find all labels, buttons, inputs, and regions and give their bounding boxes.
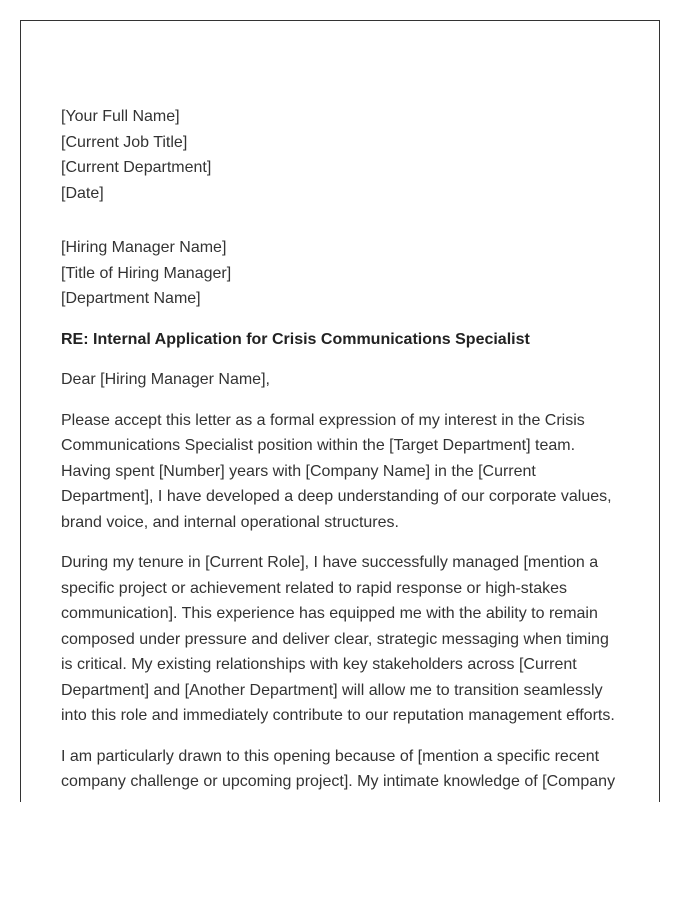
recipient-department: [Department Name] [61, 290, 201, 307]
body-paragraph-1: Please accept this letter as a formal expression of my interest in the Crisis Communications Specialist position within the [Target Department] team. Having spent [Number] years with [Company Name] in the [Current Department], I have developed a deep understanding of our corporate values, brand voice, and internal operational structures. [61, 411, 612, 531]
body-paragraph-2: During my tenure in [Current Role], I have successfully managed [mention a specific project or achievement related to rapid response or high-stakes communication]. This experience has equipped me with the ability to remain composed under pressure and deliver clear, strategic messaging when timing is critical. My existing relationships with key stakeholders across [Current Department] and [Another Department] will allow me to transition seamlessly into this role and immediately contribute to our reputation management efforts. [61, 554, 615, 724]
recipient-title: [Title of Hiring Manager] [61, 264, 232, 282]
body-paragraph-3: I am particularly drawn to this opening because of [mention a specific recent company challenge or upcoming project]. My intimate knowledge of [Company [61, 747, 616, 790]
recipient-block [61, 235, 621, 312]
letter-page [20, 20, 660, 802]
sender-name: [Your Full Name] [61, 108, 180, 125]
subject-line: RE: Internal Application for Crisis Communications Specialist [61, 330, 530, 348]
letter-date: [Date] [61, 184, 104, 202]
salutation: Dear [Hiring Manager Name], [61, 371, 270, 388]
sender-department: [Current Department] [61, 159, 212, 176]
letter-body [61, 104, 621, 795]
sender-block [61, 104, 621, 206]
recipient-name: [Hiring Manager Name] [61, 239, 227, 256]
sender-job-title: [Current Job Title] [61, 133, 188, 151]
